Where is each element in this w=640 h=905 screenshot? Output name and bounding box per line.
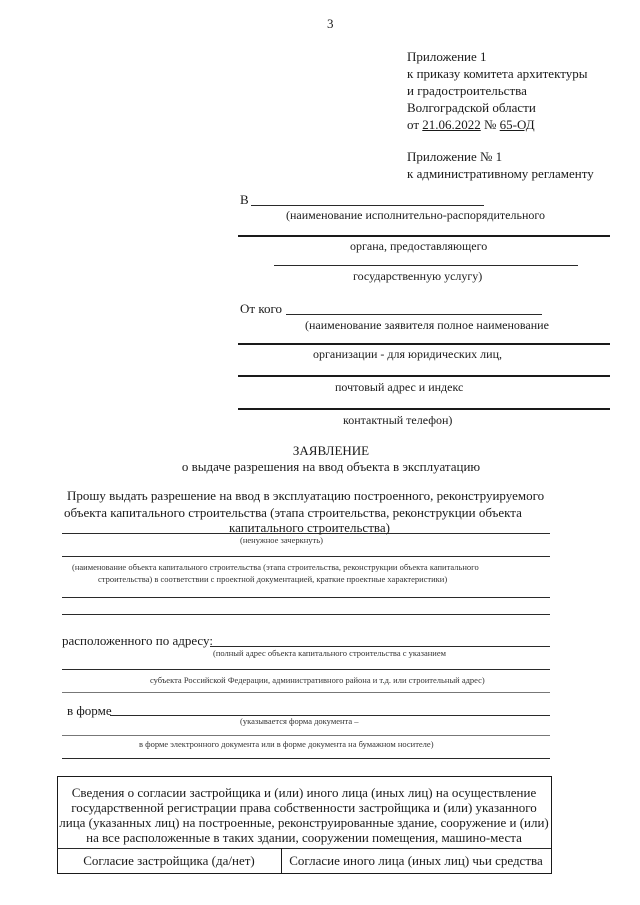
applicant-blank-line (286, 314, 542, 315)
appendix-2-title: Приложение № 1 (407, 149, 503, 164)
form-hint-1: (указывается форма документа – (240, 716, 359, 726)
recipient-prefix: В (240, 192, 249, 207)
consent-col-other-persons: Согласие иного лица (иных лиц) чьи средства (289, 853, 543, 868)
applicant-line-3 (238, 375, 610, 377)
object-name-hint-1: (наименование объекта капитального строительства (этапа строительства, реконструкции объекта капитального (72, 562, 479, 572)
appendix-2-line2: к административному регламенту (407, 166, 594, 181)
applicant-caption-1: (наименование заявителя полное наименование (305, 318, 549, 332)
request-blank-line-1 (62, 533, 550, 534)
strike-hint: (ненужное зачеркнуть) (240, 535, 323, 545)
appendix-1-line2: к приказу комитета архитектуры (407, 66, 588, 81)
address-label: расположенного по адресу: (62, 633, 213, 648)
page-number: 3 (327, 16, 334, 31)
recipient-line-2 (238, 235, 610, 237)
request-line-2: объекта капитального строительства (этапа строительства, реконструкции объекта (64, 505, 522, 520)
applicant-caption-2: организации - для юридических лиц, (313, 347, 503, 361)
number-sign: № (480, 117, 500, 132)
form-hint-2: в форме электронного документа или в форме документа на бумажном носителе) (139, 739, 434, 749)
address-blank-line-1 (210, 646, 550, 647)
address-blank-line-3 (62, 692, 550, 693)
request-blank-line-4 (62, 614, 550, 615)
document-subtitle: о выдаче разрешения на ввод объекта в эксплуатацию (181, 459, 481, 474)
request-blank-line-2 (62, 556, 550, 557)
consent-header-line-3: лица (указанных лиц) на построенные, реконструированные здание, сооружение и (или) (59, 815, 549, 830)
form-blank-line-3 (62, 758, 550, 759)
object-name-hint-2: строительства) в соответствии с проектной документацией, краткие проектные характеристики) (98, 574, 448, 584)
appendix-1-date-line (407, 118, 535, 131)
recipient-caption-3: государственную услугу) (353, 269, 483, 283)
applicant-line-2 (238, 343, 610, 345)
date-prefix: от (407, 117, 423, 132)
appendix-1-title: Приложение 1 (407, 49, 487, 64)
address-blank-line-2 (62, 669, 550, 670)
applicant-prefix: От кого (240, 301, 282, 316)
appendix-1-line4: Волгоградской области (407, 100, 536, 115)
form-label: в форме (67, 703, 112, 718)
address-hint-2: субъекта Российской Федерации, административного района и т.д. или строительный адрес) (150, 675, 485, 685)
applicant-caption-3: почтовый адрес и индекс (335, 380, 464, 394)
consent-header-line-2: государственной регистрации права собственности застройщика и (или) указанного (71, 800, 537, 815)
consent-table-row-divider (57, 848, 551, 849)
document-title: ЗАЯВЛЕНИЕ (292, 443, 370, 458)
applicant-caption-4: контактный телефон) (343, 413, 453, 427)
recipient-caption-2: органа, предоставляющего (350, 239, 488, 253)
order-date: 21.06.2022 (422, 117, 481, 132)
request-blank-line-3 (62, 597, 550, 598)
consent-header-line-4: на все расположенные в таких здании, сооружении помещения, машино-места (86, 830, 522, 845)
appendix-1-line3: и градостроительства (407, 83, 527, 98)
form-blank-line-2 (62, 735, 550, 736)
recipient-blank-line (251, 205, 484, 206)
recipient-caption-1: (наименование исполнительно-распорядительного (286, 208, 546, 222)
address-hint-1: (полный адрес объекта капитального строительства с указанием (213, 648, 447, 658)
recipient-line-3 (274, 265, 578, 266)
order-number: 65-ОД (499, 117, 535, 132)
consent-header-line-1: Сведения о согласии застройщика и (или) иного лица (иных лиц) на осуществление (71, 785, 537, 800)
request-line-1: Прошу выдать разрешение на ввод в эксплуатацию построенного, реконструируемого (67, 488, 545, 503)
request-line-3: капитального строительства) (229, 520, 390, 535)
consent-col-developer: Согласие застройщика (да/нет) (83, 853, 255, 868)
applicant-line-4 (238, 408, 610, 410)
